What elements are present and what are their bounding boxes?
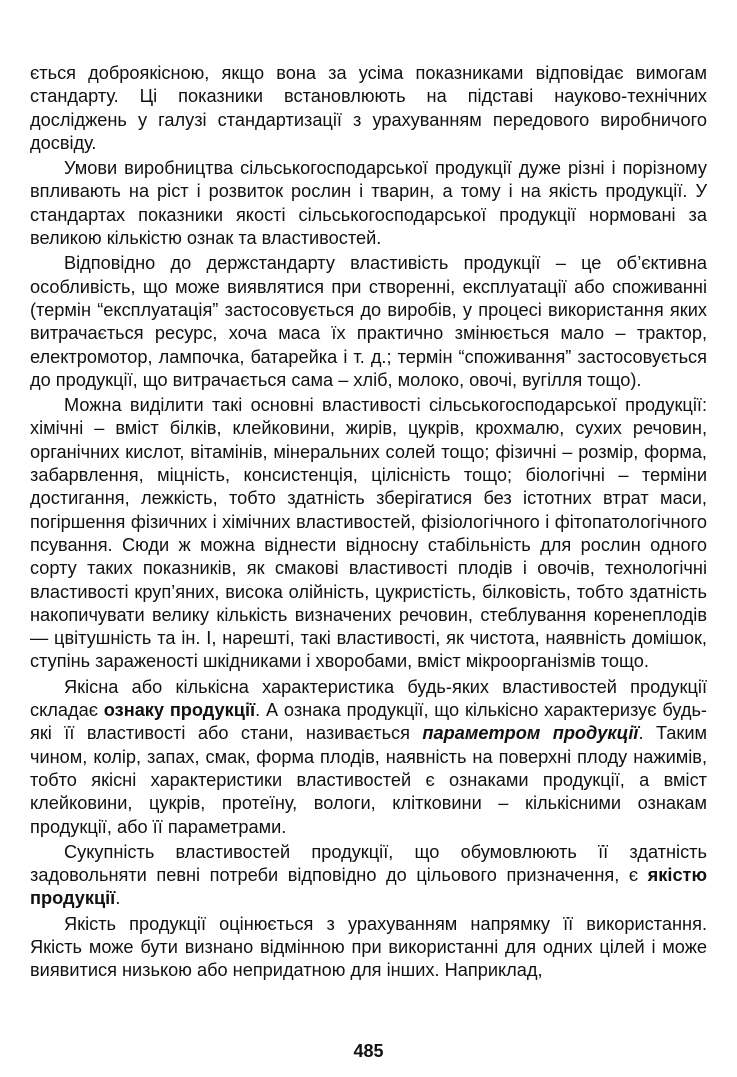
paragraph-text: ється доброякісною, якщо вона за усіма показниками відповідає вимогам стандарту. Ці показники встановлюють на підставі науково-технічних досліджень у галузі стандартизації з урахуванням передового виробничого досвіду.: [30, 63, 707, 153]
paragraph-6: [30, 841, 707, 911]
paragraph-text: Можна виділити такі основні властивості сільськогосподарської продукції: хімічні – вміст білків, клейковини, жирів, цукрів, крохмалю, сухих речовин, органічних кислот, вітамінів, мінеральних солей тощо; фізичні – розмір, форма, забарвлення, міцність, консистенція, цілісність тощо; біологічні – терміни достигання, лежкість, тобто здатність зберігатися без істотних втрат маси, погіршення фізичних і хімічних властивостей, фізіологічного і фітопатологічного псування. Сюди ж можна віднести відносну стабільність для рослин одного сорту таких показників, як смакові властивості плодів і овочів, технологічні властивості круп’яних, висока олійність, цукристість, білковість, тобто здатність накопичувати велику кількість визначених речовин, стеблування коренеплодів — цвітушність та ін. І, нарешті, такі властивості, як чистота, наявність домішок, ступінь зараженості шкідниками і хворобами, вміст мікроорганізмів тощо.: [30, 395, 707, 672]
paragraph-2: [30, 157, 707, 250]
paragraph-text: Відповідно до держстандарту властивість продукції – це об’єктивна особливість, що може виявлятися при створенні, експлуатації або споживанні (термін “експлуатація” застосовується до виробів, у процесі використання яких витрачається ресурс, хоча маса їх практично змінюється мало – трактор, електромотор, лампочка, батарейка і т. д.; термін “споживання” застосовується до продукції, що витрачається сама – хліб, молоко, овочі, вугілля тощо).: [30, 253, 707, 390]
paragraph-text: Якість продукції оцінюється з урахуванням напрямку її використання. Якість може бути визнано відмінною при використанні для одних цілей і може виявитися низькою або непридатною для інших. Наприклад,: [30, 913, 707, 981]
paragraph-4: [30, 394, 707, 674]
body-text: [30, 62, 707, 983]
term-product-feature: ознаку продукції: [103, 700, 256, 721]
paragraph-text: . А ознака продукції, що кількісно характеризує будь-які її властивості або стани, називається: [30, 700, 707, 744]
paragraph-text: .: [115, 888, 121, 909]
term-product-quality: якістю продукції: [30, 865, 707, 909]
paragraph-text: . Таким чином, колір, запах, смак, форма плодів, наявність на поверхні плоду нажимів, тобто якісні характеристики властивостей є ознаками продукції, а вміст клейковини, цукрів, протеїну, вологи, клітковини – кількісними ознакам продукції, або її параметрами.: [30, 723, 707, 837]
page-number: 485: [353, 1041, 384, 1061]
paragraph-3: [30, 252, 707, 392]
term-product-parameter: параметром продукції: [422, 723, 639, 744]
paragraph-text: Сукупність властивостей продукції, що обумовлюють її здатність задовольняти певні потреби відповідно до цільового призначення, є: [30, 841, 707, 886]
paragraph-7: [30, 913, 707, 983]
paragraph-1: [30, 62, 707, 155]
paragraph-5: [30, 676, 707, 839]
paragraph-text: Якісна або кількісна характеристика будь-яких властивостей продукції складає: [30, 676, 707, 721]
paragraph-text: Умови виробництва сільськогосподарської продукції дуже різні і порізному впливають на ріст і розвиток рослин і тварин, а тому і на якість продукції. У стандартах показники якості сільськогосподарської продукції нормовані за великою кількістю ознак та властивостей.: [30, 158, 707, 249]
